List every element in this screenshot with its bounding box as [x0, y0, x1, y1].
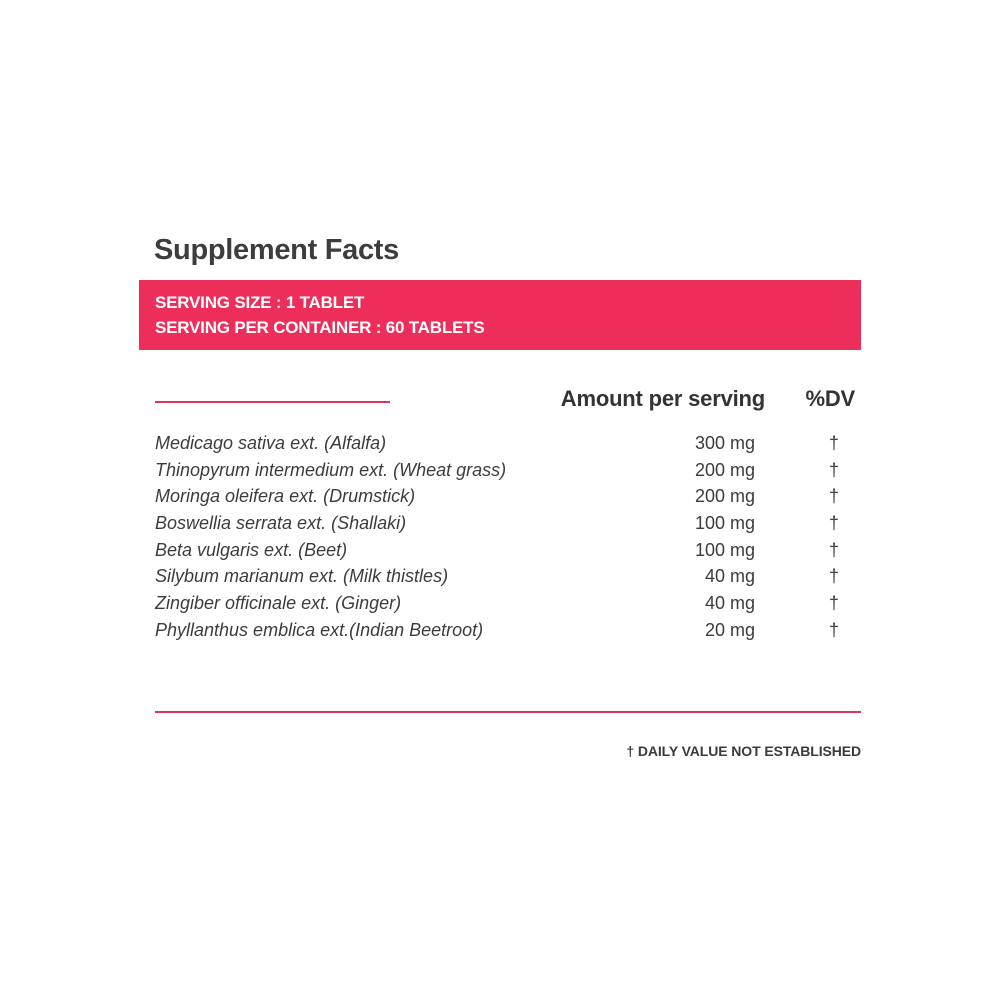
ingredient-dv: †	[828, 513, 839, 534]
page-title: Supplement Facts	[154, 234, 399, 266]
ingredient-amount: 200 mg	[694, 459, 755, 480]
ingredient-name: Zingiber officinale ext. (Ginger)	[155, 593, 402, 614]
ingredient-row	[155, 483, 861, 510]
ingredient-dv: †	[828, 566, 839, 587]
ingredient-dv: †	[828, 619, 839, 640]
ingredient-row	[155, 563, 861, 590]
ingredient-row	[155, 457, 861, 484]
ingredient-dv: †	[828, 539, 839, 560]
ingredient-name: Medicago sativa ext. (Alfalfa)	[155, 433, 387, 453]
dv-column-header: %DV	[805, 386, 855, 411]
ingredient-name: Silybum marianum ext. (Milk thistles)	[155, 566, 449, 587]
ingredient-row	[155, 617, 861, 644]
ingredient-list	[155, 430, 861, 644]
ingredient-row	[155, 537, 861, 564]
ingredient-amount: 300 mg	[694, 433, 755, 453]
serving-per-container: SERVING PER CONTAINER : 60 TABLETS	[155, 318, 485, 337]
ingredient-name: Phyllanthus emblica ext.(Indian Beetroot)	[155, 619, 484, 640]
daily-value-footnote: † DAILY VALUE NOT ESTABLISHED	[626, 743, 861, 759]
ingredient-row	[155, 590, 861, 617]
ingredient-dv: †	[828, 433, 839, 453]
ingredient-amount: 200 mg	[694, 486, 755, 507]
ingredient-name: Moringa oleifera ext. (Drumstick)	[155, 486, 416, 507]
header-divider	[155, 401, 390, 403]
ingredient-dv: †	[828, 486, 839, 507]
ingredient-amount: 40 mg	[704, 566, 755, 587]
ingredient-amount: 100 mg	[694, 513, 755, 534]
ingredient-amount: 20 mg	[704, 619, 755, 640]
ingredient-dv: †	[828, 593, 839, 614]
ingredient-amount: 100 mg	[694, 539, 755, 560]
ingredient-amount: 40 mg	[704, 593, 755, 614]
ingredient-name: Thinopyrum intermedium ext. (Wheat grass)	[155, 459, 507, 480]
ingredient-dv: †	[828, 459, 839, 480]
serving-banner	[139, 280, 861, 350]
ingredient-row	[155, 430, 861, 457]
footer-divider	[155, 711, 861, 713]
ingredient-name: Beta vulgaris ext. (Beet)	[155, 539, 348, 560]
ingredient-name: Boswellia serrata ext. (Shallaki)	[155, 513, 407, 534]
serving-size: SERVING SIZE : 1 TABLET	[155, 293, 365, 312]
ingredient-row	[155, 510, 861, 537]
amount-column-header: Amount per serving	[560, 386, 765, 411]
